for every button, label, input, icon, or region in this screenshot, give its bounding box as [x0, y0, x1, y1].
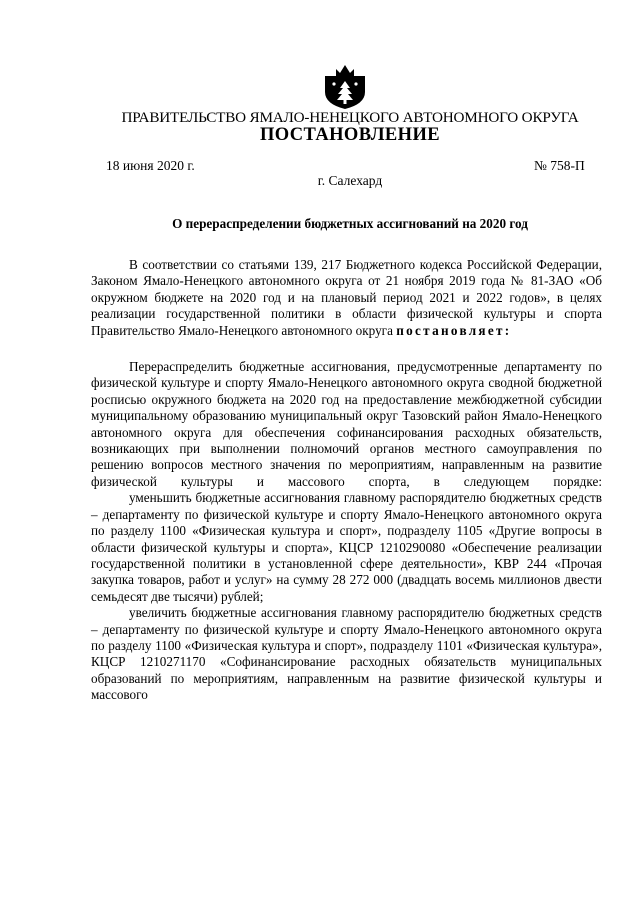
document-type: ПОСТАНОВЛЕНИЕ — [259, 125, 440, 145]
document-date: 18 июня 2020 г. — [106, 158, 195, 173]
paragraph-decrease: уменьшить бюджетные ассигнования главному распорядителю бюджетных средств – департаменту по физической культуре и спорту Ямало-Ненецкого автономного округа по разделу 1100 «Физическая культура и спорт», подразделу 1105 «Другие вопросы в области физической культуры и спорта», КЦСР 1210290080 «Обеспечение реализации государственной политики в установленной сфере деятельности», КВР 244 «Прочая закупка товаров, работ и услуг» на сумму 28 272 000 (двадцать восемь миллионов двести семьдесят две тысячи) рублей; — [91, 490, 602, 604]
document-body — [91, 257, 602, 704]
paragraph-main: Перераспределить бюджетные ассигнования, предусмотренные департаменту по физической культуре и спорту Ямало-Ненецкого автономного округа сводной бюджетной росписью окружного бюджета на 2020 год на предоставление межбюджетной субсидии муниципальному образованию муниципальный округ Тазовский район Ямало-Ненецкого автономного округа для обеспечения софинансирования расходных обязательств, возникающих при выполнении полномочий органов местного самоуправления по решению вопросов местного значения по мероприятиям, направленным на развитие физической культуры и массового спорта, в следующем порядке: — [91, 359, 602, 489]
yamal-coat-of-arms-icon — [322, 62, 368, 110]
intro-text: В соответствии со статьями 139, 217 Бюджетного кодекса Российской Федерации, Законом Ямало-Ненецкого автономного округа от 21 ноября 2019 года № 81-ЗАО «Об окружном бюджете на 2020 год и на плановый период 2021 и 2022 годов», в целях реализации государственной политики в области физической культуры и спорта Правительство Ямало-Ненецкого автономного округа — [91, 257, 602, 338]
document-city: г. Салехард — [317, 173, 383, 188]
government-name: ПРАВИТЕЛЬСТВО ЯМАЛО-НЕНЕЦКОГО АВТОНОМНОГО ОКРУГА — [121, 109, 579, 126]
resolves-word: постановляет: — [396, 322, 512, 338]
document-number: № 758-П — [534, 158, 585, 173]
intro-paragraph — [91, 257, 602, 339]
document-title: О перераспределении бюджетных ассигнований на 2020 год — [172, 216, 528, 231]
paragraph-increase: увеличить бюджетные ассигнования главному распорядителю бюджетных средств – департаменту по физической культуре и спорту Ямало-Ненецкого автономного округа по разделу 1100 «Физическая культура и спорт», подразделу 1101 «Физическая культура», КЦСР 1210271170 «Софинансирование расходных обязательств муниципальных образований по мероприятиям, направленным на развитие физической культуры и массового — [91, 605, 602, 703]
